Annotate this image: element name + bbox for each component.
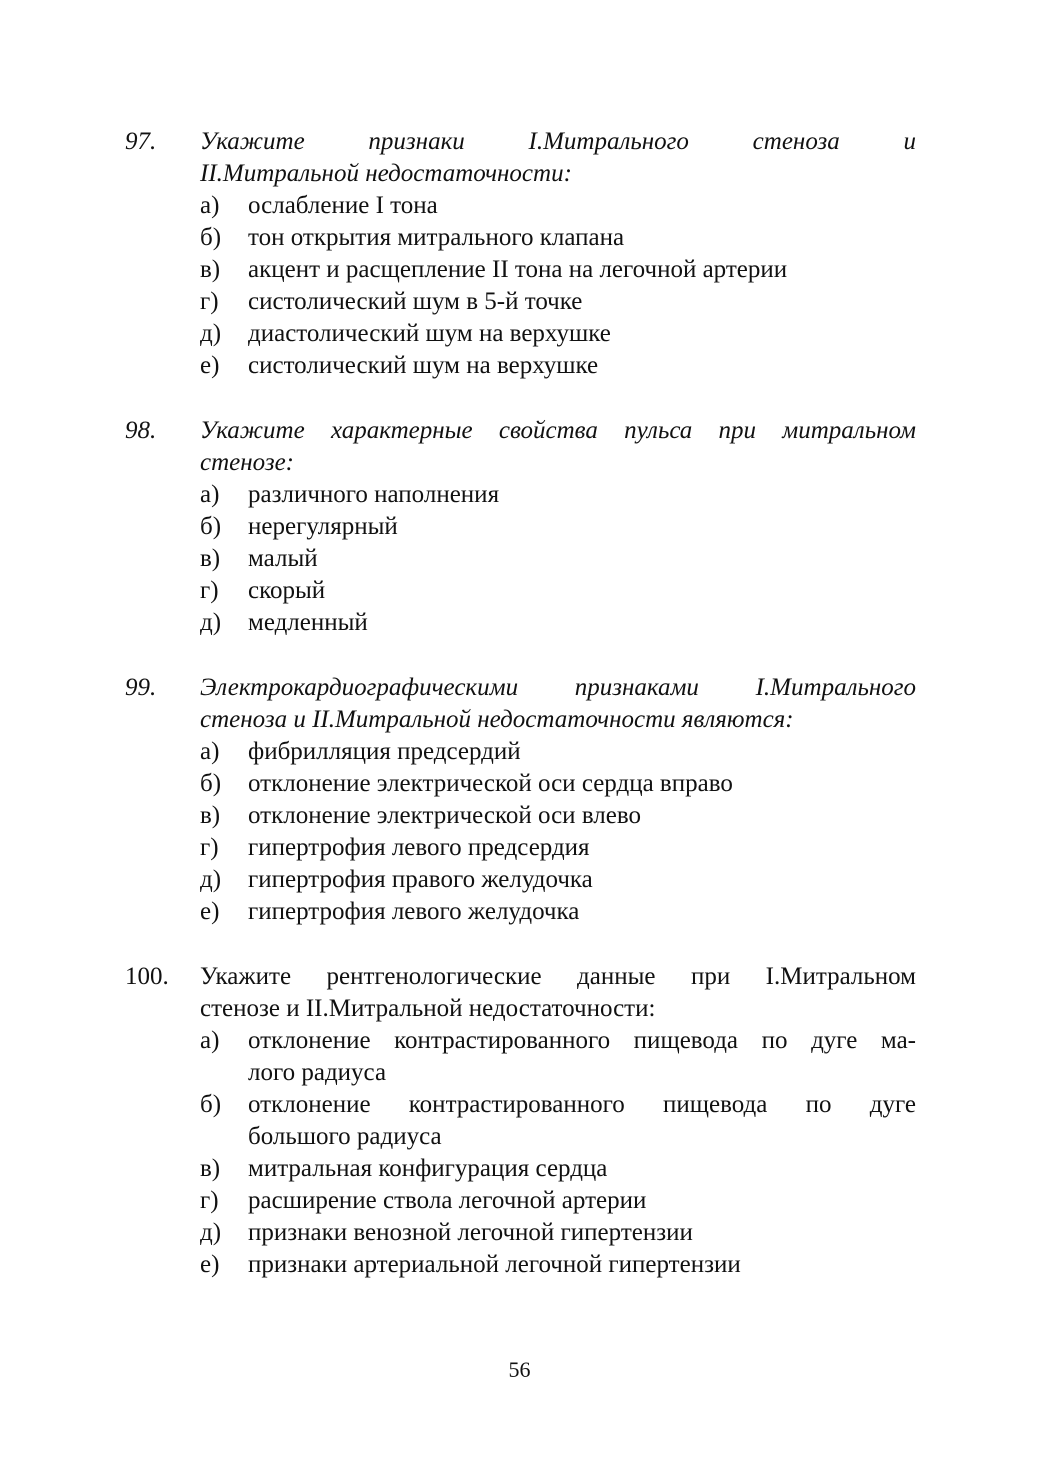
option-text: признаки венозной легочной гипертензии — [248, 1219, 693, 1246]
option-text-line: большого радиуса — [248, 1123, 442, 1150]
option-text: фибрилляция предсердий — [248, 738, 521, 765]
option-letter: б) — [200, 1091, 222, 1118]
option-text: акцент и расщепление II тона на легочной артерии — [248, 256, 788, 283]
answer-option — [200, 864, 916, 896]
option-letter: д) — [200, 1219, 222, 1246]
option-text-line: отклонение контрастированного пищевода по дуге — [248, 1091, 916, 1118]
option-text: отклонение электрической оси влево — [248, 802, 641, 829]
option-text: медленный — [248, 609, 368, 636]
question-text-line: стенозе: — [200, 449, 294, 476]
question-header — [125, 961, 916, 1025]
question-text — [200, 672, 916, 736]
answer-option — [200, 768, 916, 800]
question-98 — [125, 415, 916, 639]
answer-option — [200, 896, 916, 928]
option-letter: г) — [200, 1187, 219, 1214]
question-header — [125, 672, 916, 736]
option-letter: б) — [200, 224, 222, 251]
answer-option — [200, 318, 916, 350]
answer-options — [125, 736, 916, 928]
option-letter: д) — [200, 866, 222, 893]
page-number: 56 — [508, 1357, 531, 1382]
option-letter: в) — [200, 545, 221, 572]
option-text — [248, 1089, 916, 1153]
question-text-line: стенозе и II.Митральной недостаточности: — [200, 995, 656, 1022]
question-97 — [125, 126, 916, 382]
question-text-line: II.Митральной недостаточности: — [200, 160, 572, 187]
option-text-line: отклонение контрастированного пищевода по дуге ма- — [248, 1027, 916, 1054]
question-header — [125, 415, 916, 479]
option-text: ослабление I тона — [248, 192, 438, 219]
answer-options — [125, 479, 916, 639]
option-text: митральная конфигурация сердца — [248, 1155, 608, 1182]
option-letter: д) — [200, 320, 222, 347]
answer-option — [200, 350, 916, 382]
answer-options — [125, 1025, 916, 1281]
answer-option — [200, 543, 916, 575]
option-text — [248, 1025, 916, 1089]
question-text-line: стеноза и II.Митральной недостаточности являются: — [200, 706, 794, 733]
option-text-line: лого радиуса — [248, 1059, 387, 1086]
option-letter: г) — [200, 577, 219, 604]
option-letter: б) — [200, 770, 222, 797]
option-letter: а) — [200, 481, 220, 508]
question-text — [200, 415, 916, 479]
answer-option — [200, 1249, 916, 1281]
answer-option — [200, 286, 916, 318]
answer-option — [200, 1185, 916, 1217]
option-letter: а) — [200, 738, 220, 765]
answer-option — [200, 190, 916, 222]
question-100 — [125, 961, 916, 1281]
answer-option — [200, 575, 916, 607]
question-number: 98. — [125, 417, 157, 444]
option-text: различного наполнения — [248, 481, 500, 508]
option-letter: б) — [200, 513, 222, 540]
option-letter: е) — [200, 898, 220, 925]
option-text: отклонение электрической оси сердца вправо — [248, 770, 733, 797]
answer-option — [200, 736, 916, 768]
option-text: диастолический шум на верхушке — [248, 320, 611, 347]
option-text: тон открытия митрального клапана — [248, 224, 625, 251]
question-number: 97. — [125, 128, 157, 155]
answer-option — [200, 479, 916, 511]
option-text: расширение ствола легочной артерии — [248, 1187, 647, 1214]
option-text: гипертрофия левого предсердия — [248, 834, 590, 861]
option-text: систолический шум на верхушке — [248, 352, 599, 379]
option-text: скорый — [248, 577, 326, 604]
option-letter: г) — [200, 288, 219, 315]
option-letter: а) — [200, 1027, 220, 1054]
option-text: нерегулярный — [248, 513, 398, 540]
option-text: признаки артериальной легочной гипертензии — [248, 1251, 741, 1278]
question-99 — [125, 672, 916, 928]
answer-option — [200, 1089, 916, 1153]
question-text-line: Электрокардиографическими признаками I.Митрального — [200, 674, 916, 701]
answer-option — [200, 607, 916, 639]
question-header — [125, 126, 916, 190]
answer-option — [200, 511, 916, 543]
answer-option — [200, 1025, 916, 1089]
option-letter: а) — [200, 192, 220, 219]
answer-option — [200, 1153, 916, 1185]
option-letter: в) — [200, 1155, 221, 1182]
answer-option — [200, 222, 916, 254]
question-text — [200, 961, 916, 1025]
question-number: 100. — [125, 963, 169, 990]
answer-option — [200, 832, 916, 864]
question-text-line: Укажите рентгенологические данные при I.Митральном — [200, 963, 916, 990]
question-text — [200, 126, 916, 190]
option-text: гипертрофия левого желудочка — [248, 898, 580, 925]
answer-option — [200, 254, 916, 286]
option-text: систолический шум в 5-й точке — [248, 288, 583, 315]
option-text: малый — [248, 545, 318, 572]
answer-option — [200, 800, 916, 832]
answer-option — [200, 1217, 916, 1249]
option-letter: в) — [200, 802, 221, 829]
option-letter: е) — [200, 1251, 220, 1278]
option-letter: г) — [200, 834, 219, 861]
question-text-line: Укажите признаки I.Митрального стеноза и — [200, 128, 916, 155]
option-letter: е) — [200, 352, 220, 379]
question-text-line: Укажите характерные свойства пульса при митральном — [200, 417, 916, 444]
option-letter: в) — [200, 256, 221, 283]
question-number: 99. — [125, 674, 157, 701]
answer-options — [125, 190, 916, 382]
option-letter: д) — [200, 609, 222, 636]
option-text: гипертрофия правого желудочка — [248, 866, 593, 893]
